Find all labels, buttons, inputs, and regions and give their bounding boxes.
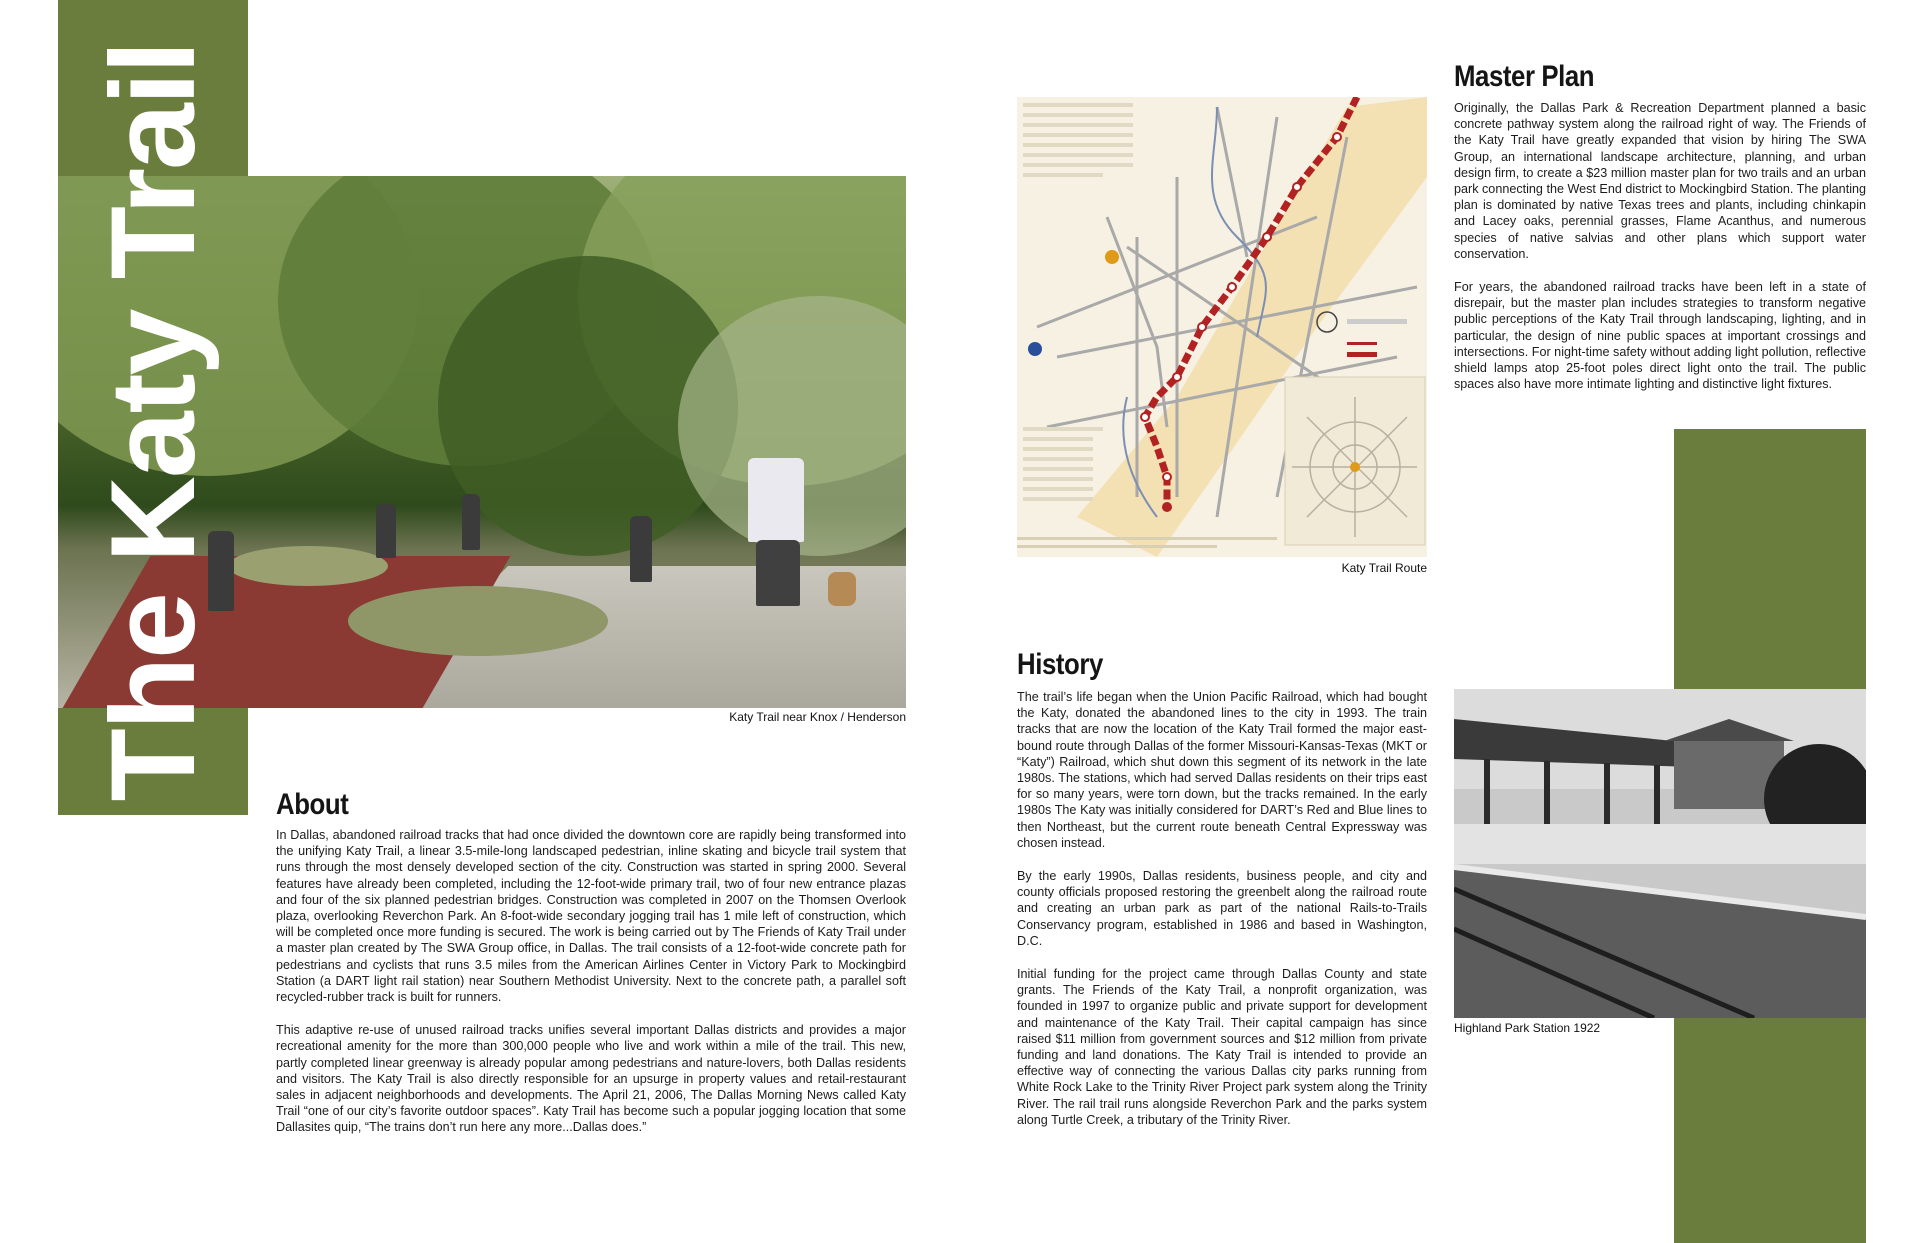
history-paragraph-2: By the early 1990s, Dallas residents, business people, and city and county officials proposed restoring the greenbelt along the railroad route and creating an urban park as part of the national Rails-to-Trails Conservancy program, established in 1986 and based in Washington, D.C.: [1017, 869, 1427, 948]
master-plan-body: [1454, 100, 1866, 409]
highland-park-station-photo: [1454, 689, 1866, 1018]
master-plan-heading-wrap: [1454, 60, 1754, 94]
page-title: The Katy Trail: [86, 42, 220, 802]
green-block-upper: [1674, 429, 1866, 689]
about-body: [276, 827, 906, 1153]
about-paragraph-2: This adaptive re-use of unused railroad tracks unifies several important Dallas districts and provides a major recreational amenity for the more than 300,000 people who live and work within a mile of the trail. This new, partly completed linear greenway is already popular among pedestrians and nature-lovers, both Dallas residents and visitors. The Katy Trail is also directly responsible for an upsurge in property values and retail-restaurant sales in adjacent neighborhoods and developments. The April 21, 2006, The Dallas Morning News called Katy Trail “one of our city’s favorite outdoor spaces”. Katy Trail has become such a popular jogging location that some Dallasites quip, “The trains don’t run here any more...Dallas does.”: [276, 1023, 906, 1135]
katy-trail-route-map: [1017, 97, 1427, 557]
station-photo-caption: Highland Park Station 1922: [1454, 1021, 1601, 1035]
about-paragraph-1: In Dallas, abandoned railroad tracks that had once divided the downtown core are rapidly being transformed into the unifying Katy Trail, a linear 3.5-mile-long landscaped pedestrian, inline skating and bicycle trail system that runs through the most densely developed section of the city. Construction was started in spring 2000. Several features have already been completed, including the 12-foot-wide primary trail, two of four new entrance plazas and four of the six planned pedestrian bridges. Construction was completed in 2007 on the Thomsen Overlook plaza, overlooking Reverchon Park. An 8-foot-wide secondary jogging trail has 1 mile left of construction, which will be completed once more funding is secured. The work is being carried out by The Friends of Katy Trail under a master plan created by The SWA Group office, in Dallas. The trail consists of a 12-foot-wide concrete path for pedestrians and cyclists that runs 3.5 miles from the American Airlines Center in Victory Park to Mockingbird Station (a DART light rail station) near Southern Methodist University. Next to the concrete path, a parallel soft recycled-rubber track is built for runners.: [276, 828, 906, 1005]
history-heading: History: [1017, 648, 1103, 681]
about-heading: About: [276, 788, 349, 821]
master-plan-heading: Master Plan: [1454, 60, 1595, 93]
map-caption: Katy Trail Route: [1341, 561, 1427, 575]
station-photo-graphic: [1454, 689, 1866, 1018]
history-heading-wrap: [1017, 648, 1317, 682]
history-body: [1017, 689, 1427, 1145]
route-map-graphic: [1017, 97, 1427, 557]
master-plan-paragraph-2: For years, the abandoned railroad tracks have been left in a state of disrepair, but the master plan includes strategies to transform negative public perceptions of the Katy Trail through landscaping, lighting, and in particular, the design of nine public spaces at important crossings and intersections. For night-time safety without adding light pollution, reflective shield lamps atop 25-foot poles direct light onto the trail. The public spaces also have more intimate lighting and distinctive light fixtures.: [1454, 280, 1866, 392]
history-paragraph-1: The trail’s life began when the Union Pacific Railroad, which had bought the Katy, donated the abandoned lines to the city in 1993. The train tracks that are now the location of the Katy Trail formed the major east-bound route through Dallas of the former Missouri-Kansas-Texas (MKT or “Katy”) Railroad, which shut down this segment of its network in the late 1980s. The stations, which had served Dallas residents on their trips east for so many years, were torn down, but the tracks remained. In the early 1980s The Katy was initially considered for DART’s Red and Blue lines to then Northeast, but the current route beneath Central Expressway was chosen instead.: [1017, 690, 1427, 850]
about-heading-wrap: [276, 788, 536, 822]
history-paragraph-3: Initial funding for the project came through Dallas County and state grants. The Friends of the Katy Trail, a nonprofit organization, was founded in 1997 to organize public and private support for development and maintenance of the Katy Trail. Their capital campaign has since raised $11 million from government sources and $12 million from private funding and land donations. The Katy Trail is intended to provide an effective way of connecting the various Dallas city parks running from White Rock Lake to the Trinity River Project park system along the Trinity River. The rail trail runs alongside Reverchon Park and the parks system along Turtle Creek, a tributary of the Trinity River.: [1017, 967, 1427, 1127]
hero-photo-caption: Katy Trail near Knox / Henderson: [729, 710, 906, 724]
master-plan-paragraph-1: Originally, the Dallas Park & Recreation Department planned a basic concrete pathway system along the railroad right of way. The Friends of the Katy Trail have greatly expanded that vision by hiring The SWA Group, an international landscape architecture, planning, and urban design firm, to create a $23 million master plan for two trails and an urban park connecting the West End district to Mockingbird Station. The planting plan is dominated by native Texas trees and plants, including chinkapin and Lacey oaks, perennial grasses, Flame Acanthus, and numerous species of native salvias and other plans which support water conservation.: [1454, 101, 1866, 261]
green-block-lower: [1674, 1018, 1866, 1243]
